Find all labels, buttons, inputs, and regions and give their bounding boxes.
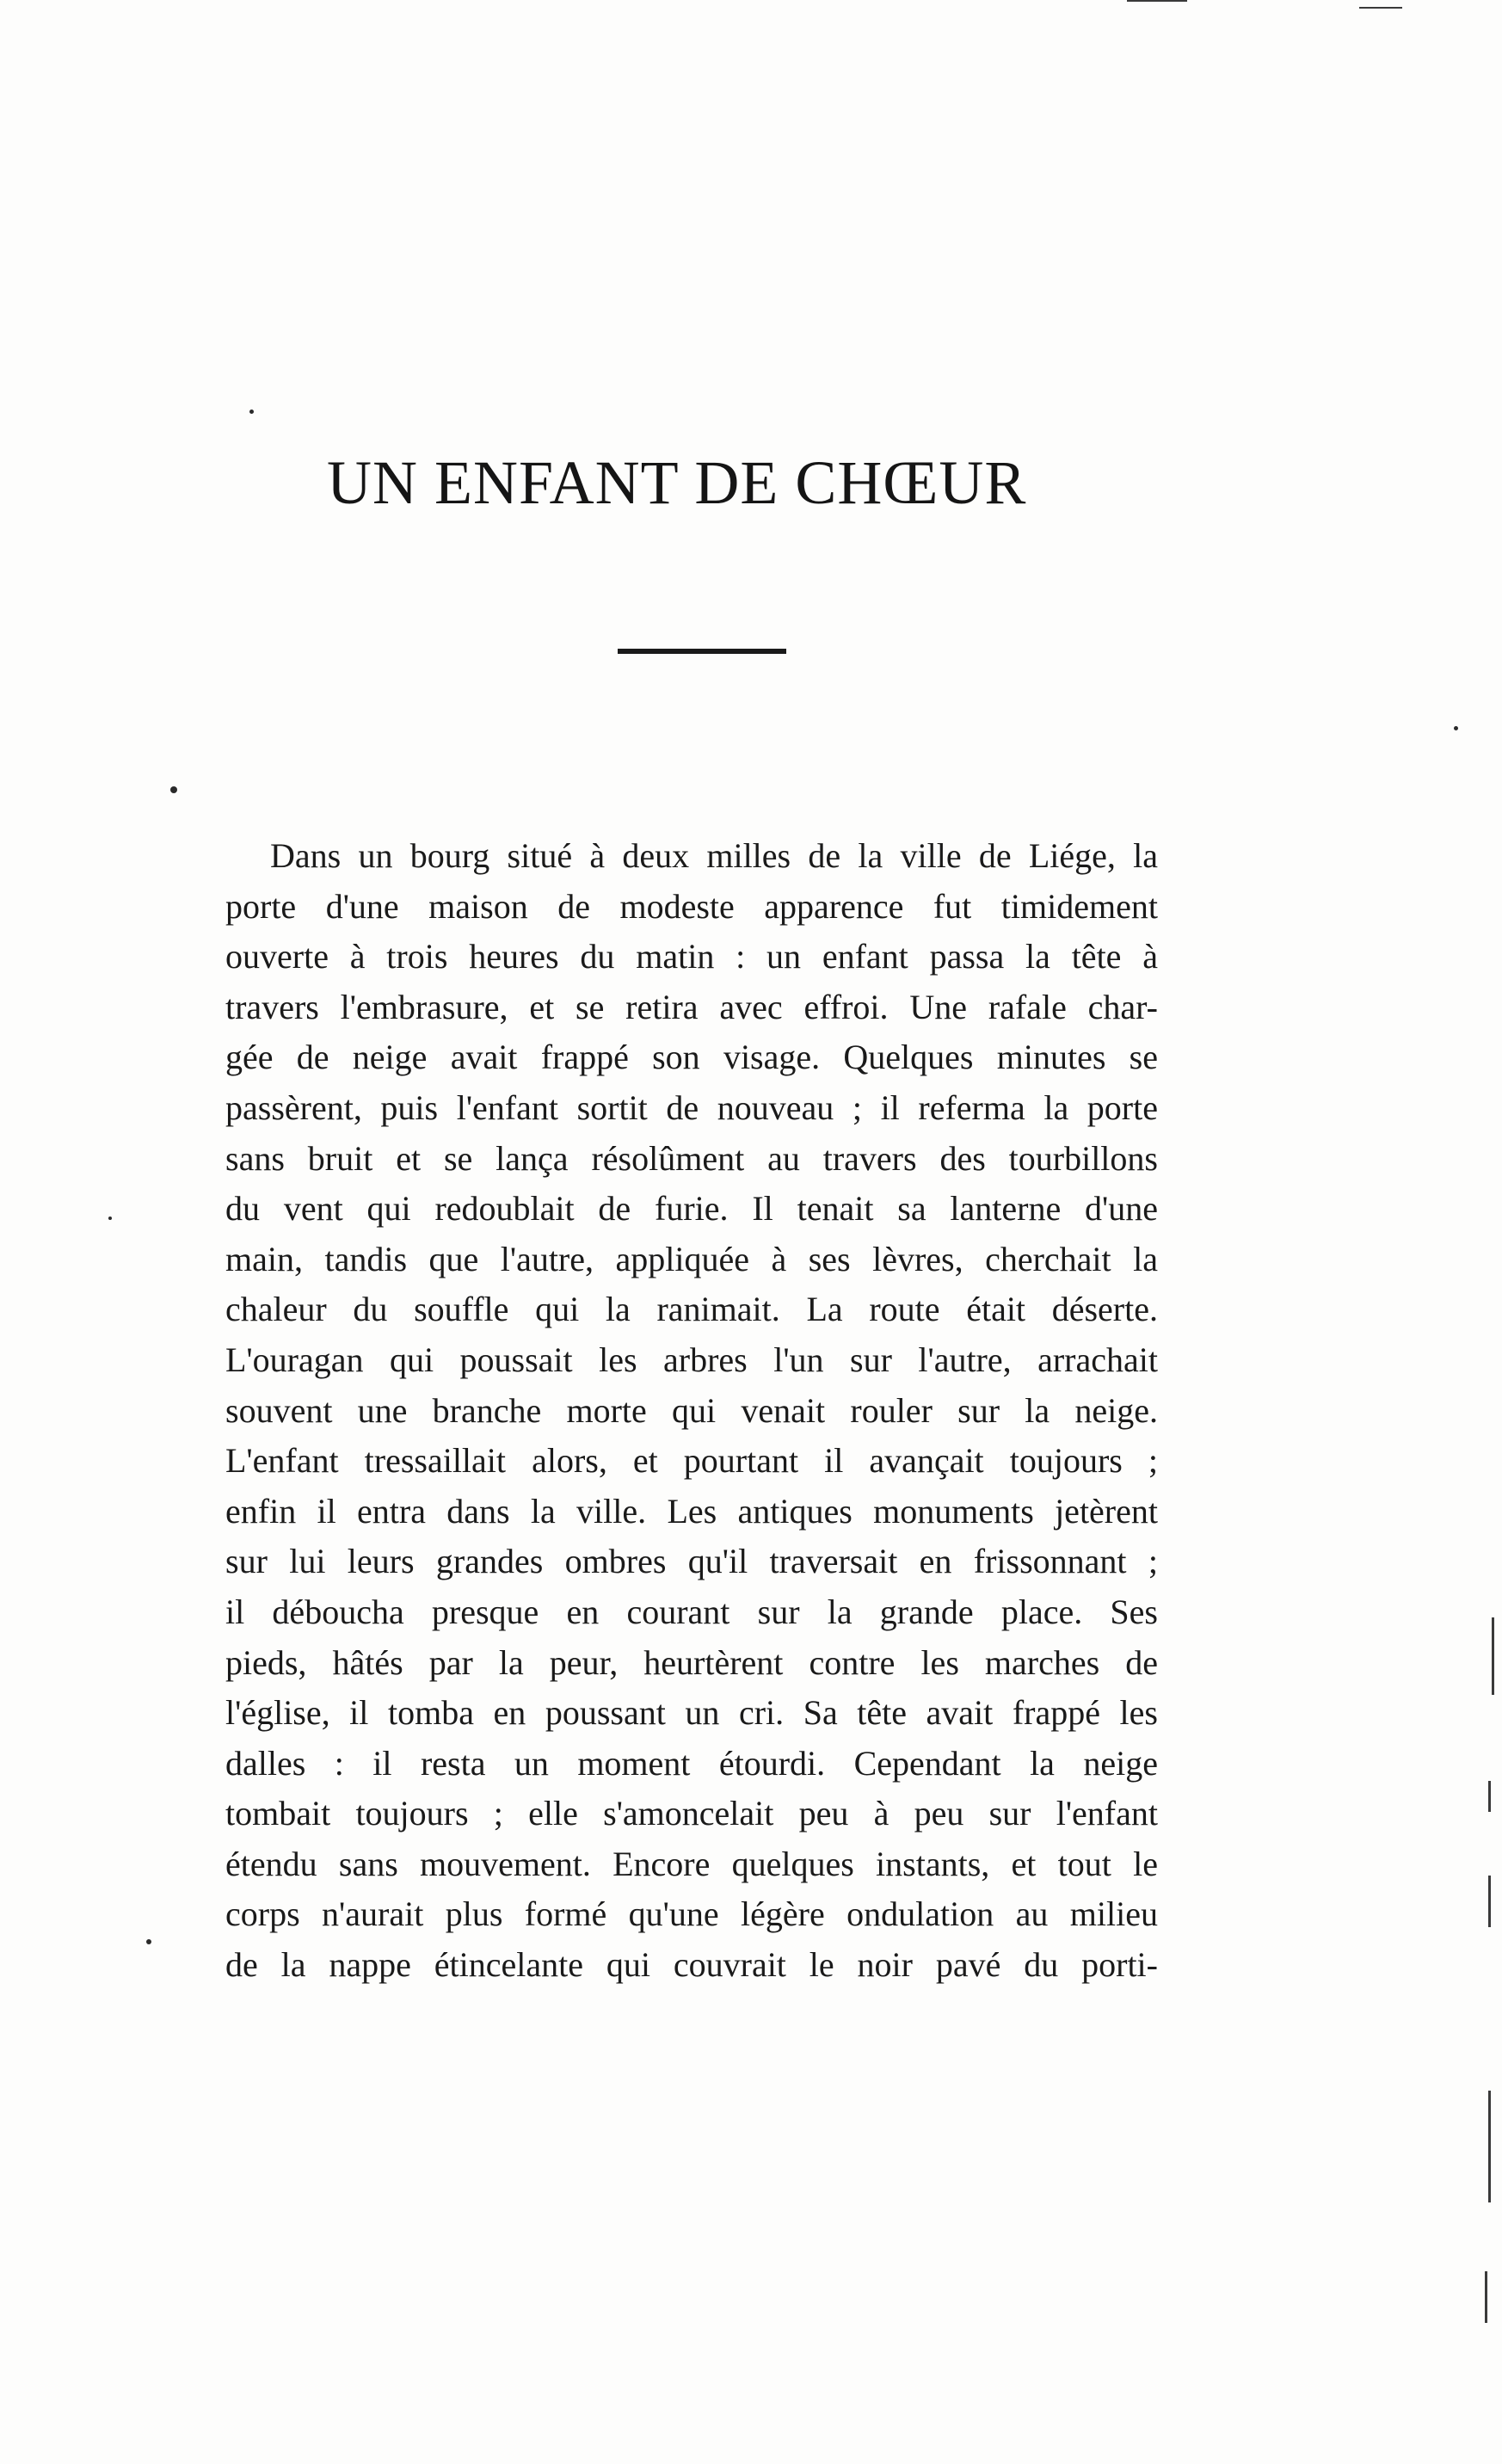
title-divider — [618, 649, 786, 654]
text-line: pieds, hâtés par la peur, heurtèrent contre les marches de — [225, 1642, 1158, 1682]
text-line: il déboucha presque en courant sur la grande place. Ses — [225, 1592, 1158, 1631]
scan-speck — [1454, 726, 1458, 730]
scan-speck — [108, 1217, 112, 1220]
text-line: ouverte à trois heures du matin : un enfant passa la tête à — [225, 937, 1158, 976]
text-line: tombait toujours ; elle s'amoncelait peu à peu sur l'enfant — [225, 1794, 1158, 1833]
text-line: sur lui leurs grandes ombres qu'il traversait en frissonnant ; — [225, 1542, 1158, 1581]
text-line: gée de neige avait frappé son visage. Quelques minutes se — [225, 1038, 1158, 1077]
text-line: enfin il entra dans la ville. Les antiques monuments jetèrent — [225, 1491, 1158, 1531]
scan-speck — [146, 1939, 151, 1944]
text-line: du vent qui redoublait de furie. Il tenait sa lanterne d'une — [225, 1189, 1158, 1229]
text-line: travers l'embrasure, et se retira avec effroi. Une rafale char- — [225, 987, 1158, 1026]
margin-mark — [1359, 7, 1402, 9]
text-line: corps n'aurait plus formé qu'une légère ondulation au milieu — [225, 1894, 1158, 1934]
chapter-title: UN ENFANT DE CHŒUR — [327, 448, 1027, 517]
margin-mark — [1488, 1781, 1491, 1812]
text-line: L'ouragan qui poussait les arbres l'un sur l'autre, arrachait — [225, 1340, 1158, 1379]
margin-mark — [1492, 1617, 1494, 1695]
text-line: porte d'une maison de modeste apparence fut timidement — [225, 886, 1158, 926]
body-paragraph — [225, 831, 1158, 1991]
scan-speck — [249, 410, 254, 414]
text-line: dalles : il resta un moment étourdi. Cependant la neige — [225, 1743, 1158, 1783]
margin-mark — [1127, 0, 1187, 2]
text-line: Dans un bourg situé à deux milles de la ville de Liége, la — [270, 836, 1158, 875]
text-line: l'église, il tomba en poussant un cri. Sa tête avait frappé les — [225, 1693, 1158, 1733]
scan-speck — [170, 786, 177, 793]
text-line: souvent une branche morte qui venait rouler sur la neige. — [225, 1390, 1158, 1430]
text-line: chaleur du souffle qui la ranimait. La route était déserte. — [225, 1290, 1158, 1329]
text-line: étendu sans mouvement. Encore quelques instants, et tout le — [225, 1844, 1158, 1883]
text-line: de la nappe étincelante qui couvrait le noir pavé du porti- — [225, 1945, 1158, 1985]
text-line: sans bruit et se lança résolûment au travers des tourbillons — [225, 1138, 1158, 1178]
margin-mark — [1488, 1876, 1491, 1927]
text-line: L'enfant tressaillait alors, et pourtant il avançait toujours ; — [225, 1441, 1158, 1481]
text-line: main, tandis que l'autre, appliquée à ses lèvres, cherchait la — [225, 1239, 1158, 1278]
margin-mark — [1485, 2271, 1487, 2323]
margin-mark — [1488, 2091, 1491, 2202]
text-line: passèrent, puis l'enfant sortit de nouveau ; il referma la porte — [225, 1087, 1158, 1127]
